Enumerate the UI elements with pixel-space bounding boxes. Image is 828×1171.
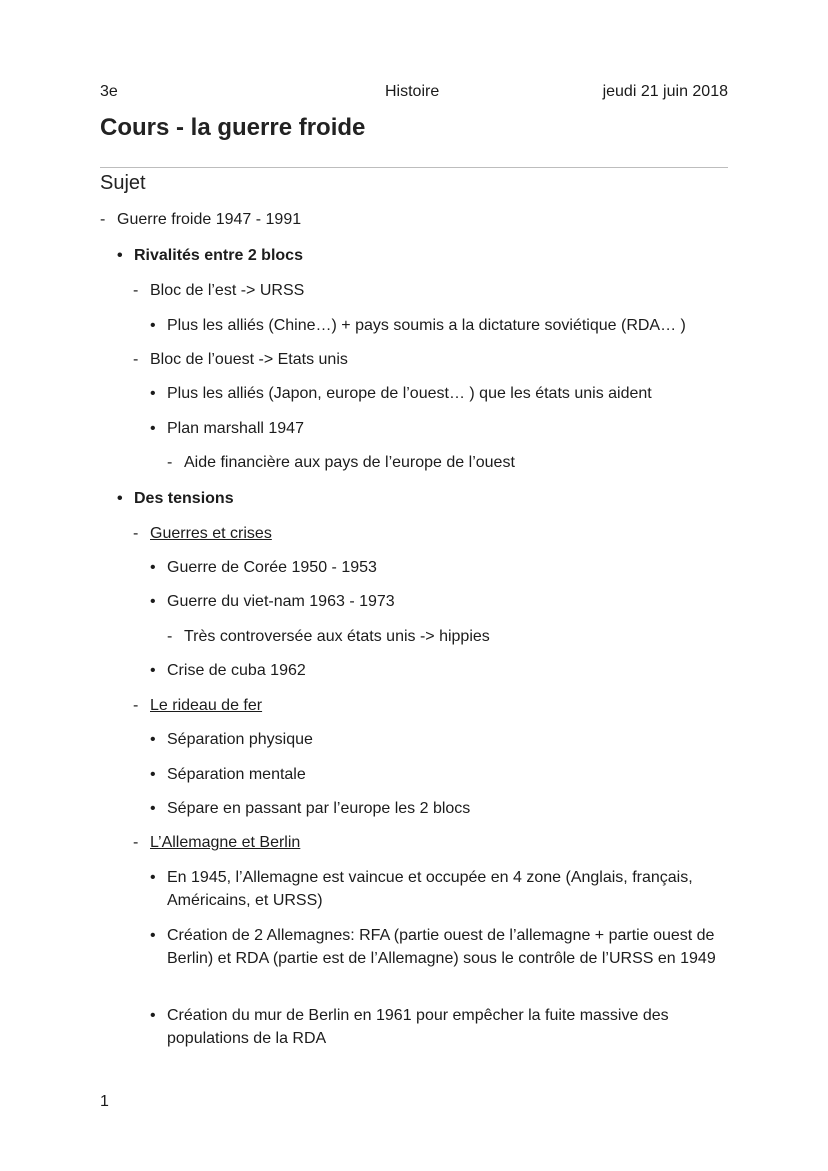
outline-item xyxy=(133,348,348,371)
outline-item xyxy=(150,556,377,579)
outline-text: Séparation physique xyxy=(167,731,313,748)
outline-text: Guerres et crises xyxy=(150,525,272,542)
outline-text: Plus les alliés (Chine…) + pays soumis a la dictature soviétique (RDA… ) xyxy=(167,317,686,334)
outline-item xyxy=(133,694,263,717)
outline-item xyxy=(150,1004,727,1050)
outline-text: Bloc de l’ouest -> Etats unis xyxy=(150,351,348,368)
bullet-marker: • xyxy=(117,490,123,507)
bullet-marker: • xyxy=(150,317,156,334)
bullet-marker: • xyxy=(150,927,156,944)
outline-text: Aide financière aux pays de l’europe de l’ouest xyxy=(184,454,515,471)
outline-text: Très controversée aux états unis -> hippies xyxy=(184,628,490,645)
outline-text: Plan marshall 1947 xyxy=(167,420,304,437)
outline-text: Guerre froide 1947 - 1991 xyxy=(117,211,302,228)
bullet-marker: • xyxy=(150,559,156,576)
dash-marker: - xyxy=(133,351,139,368)
outline-text: Séparation mentale xyxy=(167,766,306,783)
outline-item xyxy=(150,924,727,970)
outline-item xyxy=(150,314,686,337)
outline-item xyxy=(117,244,303,267)
dash-marker: - xyxy=(133,834,139,851)
dash-marker: - xyxy=(167,454,173,471)
outline-item xyxy=(133,831,301,854)
outline-item xyxy=(133,522,272,545)
dash-marker: - xyxy=(133,282,139,299)
section-heading: Sujet xyxy=(100,172,146,194)
outline-text: Rivalités entre 2 blocs xyxy=(134,247,303,264)
outline-text: Création du mur de Berlin en 1961 pour empêcher la fuite massive des populations de la RDA xyxy=(167,1007,669,1047)
bullet-marker: • xyxy=(117,247,123,264)
outline-item xyxy=(133,279,305,302)
bullet-marker: • xyxy=(150,731,156,748)
bullet-marker: • xyxy=(150,593,156,610)
header-class: 3e xyxy=(100,83,118,100)
header-subject: Histoire xyxy=(385,83,440,100)
bullet-marker: • xyxy=(150,869,156,886)
outline-item xyxy=(150,659,306,682)
outline-text: Guerre de Corée 1950 - 1953 xyxy=(167,559,377,576)
title-divider xyxy=(100,167,728,168)
bullet-marker: • xyxy=(150,385,156,402)
outline-item xyxy=(150,590,395,613)
bullet-marker: • xyxy=(150,1007,156,1024)
outline-text: Le rideau de fer xyxy=(150,697,263,714)
bullet-marker: • xyxy=(150,420,156,437)
outline-item xyxy=(150,866,727,912)
dash-marker: - xyxy=(167,628,173,645)
outline-item xyxy=(150,417,304,440)
dash-marker: - xyxy=(133,525,139,542)
outline-text: En 1945, l’Allemagne est vaincue et occupée en 4 zone (Anglais, français, Américains, et URSS) xyxy=(167,869,693,909)
outline-item xyxy=(150,728,313,751)
outline-item xyxy=(100,208,302,231)
outline-item xyxy=(150,797,471,820)
bullet-marker: • xyxy=(150,800,156,817)
document-title: Cours - la guerre froide xyxy=(100,114,366,141)
page-header xyxy=(100,83,728,105)
outline-text: Crise de cuba 1962 xyxy=(167,662,306,679)
outline-text: Création de 2 Allemagnes: RFA (partie ouest de l’allemagne + partie ouest de Berlin) et RDA (partie est de l’Allemagne) sous le contrôle de l’URSS en 1949 xyxy=(167,927,716,967)
outline-text: Des tensions xyxy=(134,490,234,507)
bullet-marker: • xyxy=(150,662,156,679)
outline-item xyxy=(150,763,306,786)
outline-text: L’Allemagne et Berlin xyxy=(150,834,301,851)
outline-item xyxy=(167,451,515,474)
outline-text: Bloc de l’est -> URSS xyxy=(150,282,305,299)
outline-item xyxy=(150,382,652,405)
dash-marker: - xyxy=(100,211,106,228)
outline-text: Sépare en passant par l’europe les 2 blocs xyxy=(167,800,471,817)
outline-text: Plus les alliés (Japon, europe de l’ouest… ) que les états unis aident xyxy=(167,385,652,402)
outline-text: Guerre du viet-nam 1963 - 1973 xyxy=(167,593,395,610)
page-number: 1 xyxy=(100,1093,109,1110)
bullet-marker: • xyxy=(150,766,156,783)
header-date: jeudi 21 juin 2018 xyxy=(602,83,728,100)
outline-item xyxy=(117,487,234,510)
outline-item xyxy=(167,625,490,648)
dash-marker: - xyxy=(133,697,139,714)
